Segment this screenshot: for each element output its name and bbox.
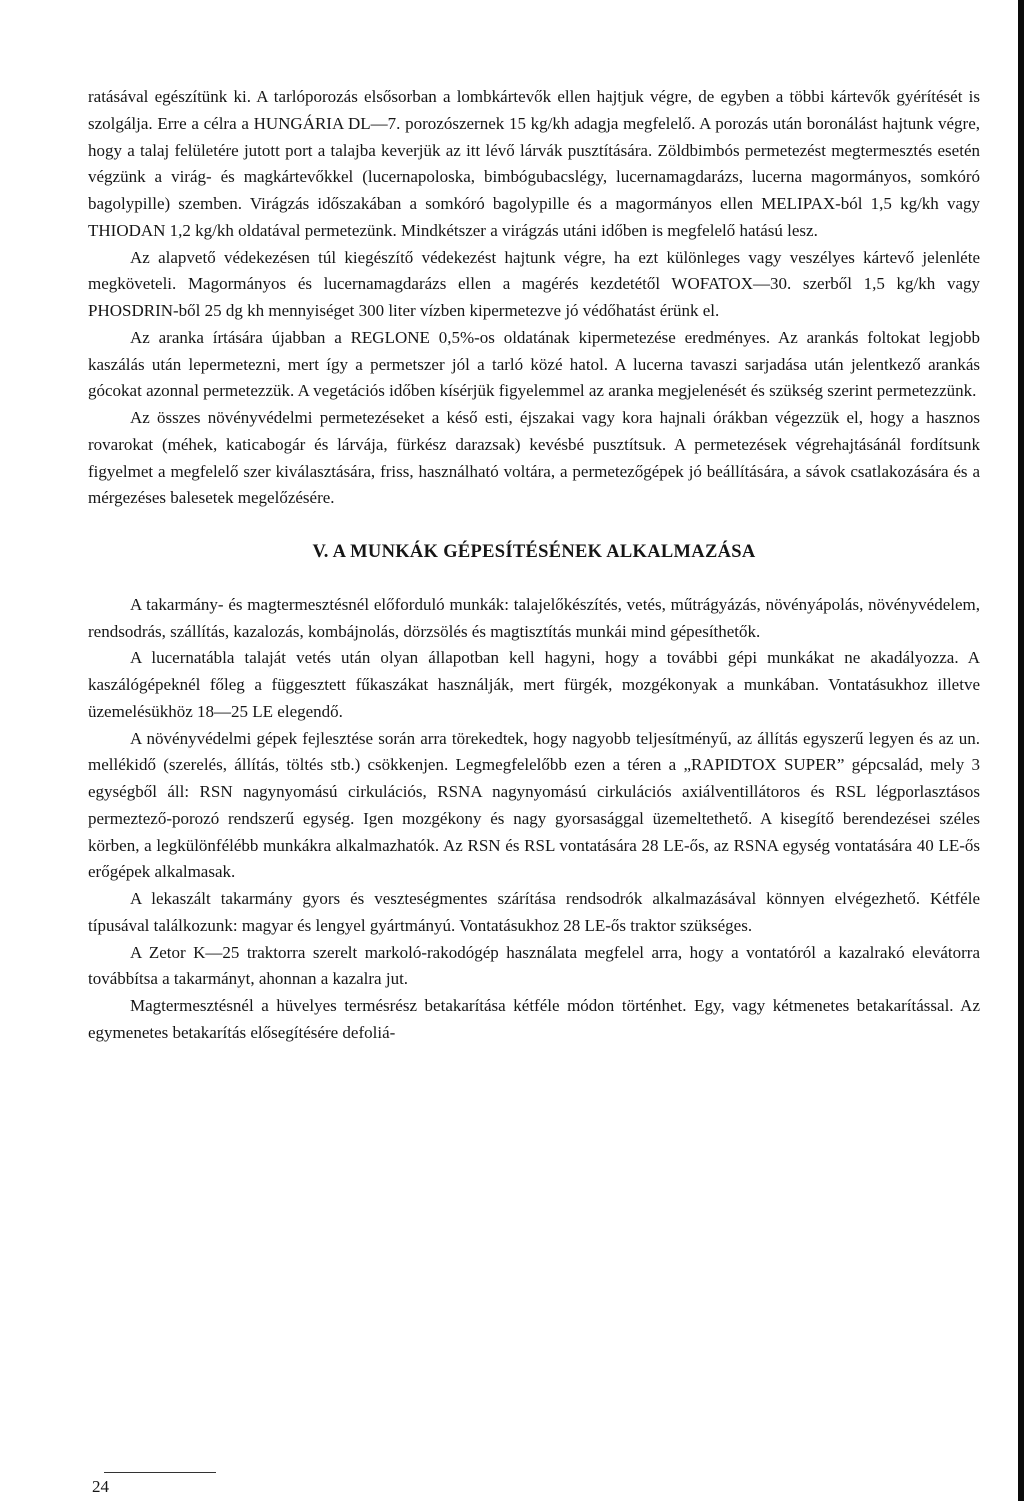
section-heading: V. A MUNKÁK GÉPESÍTÉSÉNEK ALKALMAZÁSA bbox=[312, 542, 756, 562]
paragraph-5: A takarmány- és magtermesztésnél előforduló munkák: talajelőkészítés, vetés, műtrágyázás, növényápolás, növényvédelem, rendsodrás, szállítás, kazalozás, kombájnolás, dörzsölés és magtisztítás munkái mind gépesíthetők. bbox=[88, 594, 980, 641]
body-text bbox=[88, 84, 980, 1047]
footnote-rule bbox=[104, 1472, 216, 1473]
paragraph-2: Az alapvető védekezésen túl kiegészítő védekezést hajtunk végre, ha ezt különleges vagy veszélyes kártevő jelenléte megköveteli. Magormányos és lucernamagdarázs ellen a magérés kezdetétől WOFATOX—30. szerből 1,5 kg/kh vagy PHOSDRIN-ből 25 dg kh mennyiséget 300 liter vízben kipermetezve jó védőhatást érünk el. bbox=[88, 247, 980, 320]
paragraph-1: ratásával egészítünk ki. A tarlóporozás elsősorban a lombkártevők ellen hajtjuk végre, de egyben a többi kártevők gyérítését is szolgálja. Erre a célra a HUNGÁRIA DL—7. porozószernek 15 kg/kh adagja megfelelő. A porozás után boronálást hajtunk végre, hogy a talaj felületére jutott port a talajba keverjük az itt lévő lárvák pusztítására. Zöldbimbós permetezést megtermesztés esetén végzünk a virág- és magkártevőkkel (lucernapoloska, bimbógubacslégy, lucernamagdarázs, lucerna magormányos, somkóró bagolypille) szemben. Virágzás időszakában a somkóró bagolypille és a magormányos ellen MELIPAX-ból 1,5 kg/kh vagy THIODAN 1,2 kg/kh oldatával permetezünk. Mindkétszer a virágzás utáni időben is megfelelő hatású lesz. bbox=[88, 87, 980, 240]
page-number: 24 bbox=[92, 1477, 109, 1496]
paragraph-7: A növényvédelmi gépek fejlesztése során arra törekedtek, hogy nagyobb teljesítményű, az állítás egyszerű legyen és az un. mellékidő (szerelés, állítás, töltés stb.) csökkenjen. Legmegfelelőbb ezen a téren a „RAPIDTOX SUPER” gépcsalád, mely 3 egységből áll: RSN nagynyomású cirkulációs, RSNA nagynyomású cirkulációs axiálventillátoros és RSL légporlasztásos permeztező-porozó rendszerű egység. Igen mozgékony és nagy gyorsasággal üzemeltethető. A kisegítő berendezései széles körben, a legkülönfélébb munkákra alkalmazhatók. Az RSN és RSL vontatására 28 LE-ős, az RSNA egység vontatására 40 LE-ős erőgépek alkalmasak. bbox=[88, 728, 980, 882]
paragraph-4: Az összes növényvédelmi permetezéseket a késő esti, éjszakai vagy kora hajnali órákban végezzük el, hogy a hasznos rovarokat (méhek, katicabogár és lárvája, fürkész darazsak) kevésbé pusztítsuk. A permetezések végrehajtásánál fordítsunk figyelmet a megfelelő szer kiválasztására, friss, használható voltára, a permetezőgépek jó beállítására, a sávok csatlakozására és a mérgezéses balesetek megelőzésére. bbox=[88, 408, 980, 508]
paragraph-6: A lucernatábla talaját vetés után olyan állapotban kell hagyni, hogy a további gépi munkákat ne akadályozza. A kaszálógépeknél főleg a függesztett fűkaszákat használják, mert fürgék, mozgékonyak a munkában. Vontatásukhoz illetve üzemelésükhöz 18—25 LE elegendő. bbox=[88, 648, 980, 721]
paragraph-10: Magtermesztésnél a hüvelyes termésrész betakarítása kétféle módon történhet. Egy, vagy kétmenetes betakarítással. Az egymenetes betakarítás elősegítésére defoliá- bbox=[88, 996, 980, 1042]
paragraph-8: A lekaszált takarmány gyors és veszteségmentes szárítása rendsodrók alkalmazásával könnyen elvégezhető. Kétféle típusával találkozunk: magyar és lengyel gyártmányú. Vontatásukhoz 28 LE-ős traktor szükséges. bbox=[88, 889, 980, 935]
paragraph-9: A Zetor K—25 traktorra szerelt markoló-rakodógép használata megfelel arra, hogy a vontatóról a kazalrakó elevátorra továbbítsa a takarmányt, ahonnan a kazalra jut. bbox=[88, 942, 980, 989]
scan-edge bbox=[1018, 0, 1024, 1501]
paragraph-3: Az aranka írtására újabban a REGLONE 0,5%-os oldatának kipermetezése eredményes. Az arankás foltokat legjobb kaszálás után lepermetezni, mert így a permetszer jól a tarló közé hatol. A lucerna tavaszi sarjadása után jelentkező arankás gócokat azonnal permetezzük. A vegetációs időben kísérjük figyelemmel az aranka megjelenését és szükség szerint permetezzünk. bbox=[88, 327, 980, 401]
